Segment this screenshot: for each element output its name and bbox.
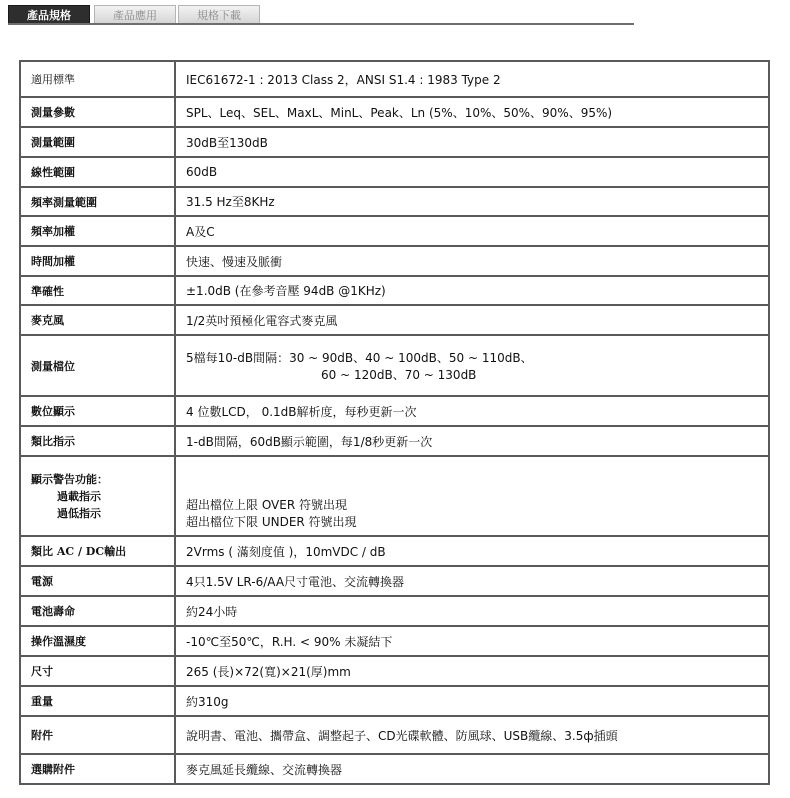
table-row <box>20 596 769 626</box>
table-row <box>20 566 769 596</box>
table-row <box>20 716 769 754</box>
row-label: 時間加權 <box>20 246 175 276</box>
row-label: 線性範圍 <box>20 157 175 187</box>
row-value: A及C <box>175 216 769 246</box>
row-value: 快速、慢速及脈衝 <box>175 246 769 276</box>
table-row <box>20 276 769 305</box>
tab-product-applications[interactable]: 產品應用 <box>94 5 176 25</box>
row-value: IEC61672-1 : 2013 Class 2，ANSI S1.4 : 1983 Type 2 <box>175 61 769 97</box>
row-label: 附件 <box>20 716 175 754</box>
row-value: 說明書、電池、攜帶盒、調整起子、CD光碟軟體、防風球、USB纜線、3.5ф插頭 <box>175 716 769 754</box>
row-label: 電源 <box>20 566 175 596</box>
table-row <box>20 305 769 335</box>
underrange-indicator-label: 過低指示 <box>57 507 101 520</box>
row-label: 類比 AC / DC輸出 <box>20 536 175 566</box>
row-label: 類比指示 <box>20 426 175 456</box>
tab-bar <box>8 5 634 25</box>
row-label <box>20 456 175 536</box>
row-value: -10℃至50℃，R.H. < 90% 未凝結下 <box>175 626 769 656</box>
warning-function-label: 顯示警告功能： <box>31 473 108 486</box>
row-value: 265 (長)×72(寬)×21(厚)mm <box>175 656 769 686</box>
row-label: 準確性 <box>20 276 175 305</box>
table-row <box>20 754 769 784</box>
row-value: 約24小時 <box>175 596 769 626</box>
table-row <box>20 656 769 686</box>
row-value: 60dB <box>175 157 769 187</box>
row-value: 31.5 Hz至8KHz <box>175 187 769 216</box>
table-row <box>20 536 769 566</box>
overload-indicator-label: 過載指示 <box>57 490 101 503</box>
table-row <box>20 686 769 716</box>
table-row <box>20 246 769 276</box>
row-label: 麥克風 <box>20 305 175 335</box>
row-value <box>175 335 769 396</box>
table-row <box>20 396 769 426</box>
row-value: 1/2英吋預極化電容式麥克風 <box>175 305 769 335</box>
row-label: 選購附件 <box>20 754 175 784</box>
row-value: 4只1.5V LR-6/AA尺寸電池、交流轉換器 <box>175 566 769 596</box>
row-value: 麥克風延長纜線、交流轉換器 <box>175 754 769 784</box>
table-row <box>20 127 769 157</box>
under-symbol-text: 超出檔位下限 UNDER 符號出現 <box>186 515 357 529</box>
row-label: 適用標準 <box>20 61 175 97</box>
row-value: 約310g <box>175 686 769 716</box>
row-value: 30dB至130dB <box>175 127 769 157</box>
row-label: 電池壽命 <box>20 596 175 626</box>
row-value: SPL、Leq、SEL、MaxL、MinL、Peak、Ln (5%、10%、50%、90%、95%) <box>175 97 769 127</box>
row-value <box>175 456 769 536</box>
table-row <box>20 626 769 656</box>
row-label: 重量 <box>20 686 175 716</box>
tab-spec-download[interactable]: 規格下載 <box>178 5 260 25</box>
row-value: 2Vrms ( 滿刻度值 )，10mVDC / dB <box>175 536 769 566</box>
row-label: 測量檔位 <box>20 335 175 396</box>
row-label: 測量範圍 <box>20 127 175 157</box>
row-label: 頻率加權 <box>20 216 175 246</box>
row-label: 測量參數 <box>20 97 175 127</box>
table-row <box>20 216 769 246</box>
over-symbol-text: 超出檔位上限 OVER 符號出現 <box>186 498 347 512</box>
row-label: 頻率測量範圍 <box>20 187 175 216</box>
row-value: ±1.0dB (在參考音壓 94dB @1KHz) <box>175 276 769 305</box>
table-row <box>20 187 769 216</box>
table-row <box>20 426 769 456</box>
row-label: 數位顯示 <box>20 396 175 426</box>
tab-underline <box>8 23 634 25</box>
row-value: 1-dB間隔，60dB顯示範圍，每1/8秒更新一次 <box>175 426 769 456</box>
range-line-1: 5檔每10-dB間隔：30 ~ 90dB、40 ~ 100dB、50 ~ 110dB、 <box>186 350 533 365</box>
row-value: 4 位數LCD， 0.1dB解析度，每秒更新一次 <box>175 396 769 426</box>
table-row <box>20 335 769 396</box>
range-line-2: 60 ~ 120dB、70 ~ 130dB <box>321 367 477 382</box>
table-row <box>20 97 769 127</box>
table-row <box>20 456 769 536</box>
table-row <box>20 157 769 187</box>
row-label: 操作溫濕度 <box>20 626 175 656</box>
row-label: 尺寸 <box>20 656 175 686</box>
spec-table <box>19 60 770 785</box>
table-row <box>20 61 769 97</box>
tab-product-specs[interactable]: 產品規格 <box>8 5 90 25</box>
